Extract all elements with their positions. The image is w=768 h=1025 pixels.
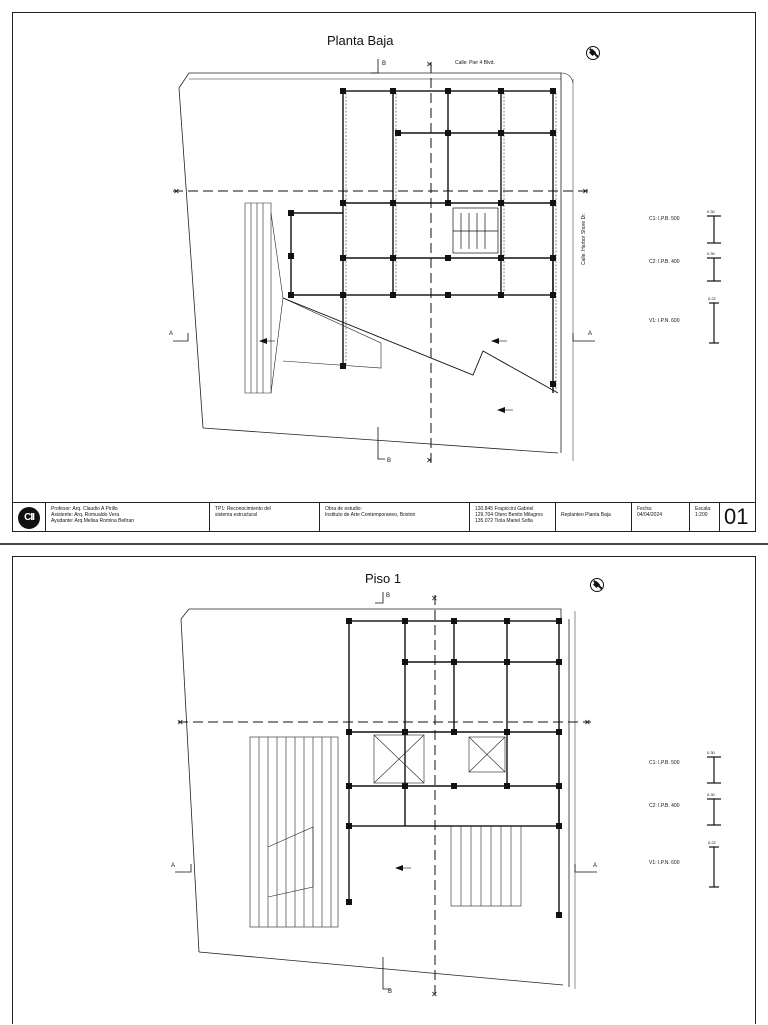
faculty-cell: Profesor: Arq. Claudio A Pirillo Asistente: Arq. Romualdo Vera Ayudante: Arq.Melisa Romina Beltran	[46, 503, 210, 532]
scale-cell: Escala: 1:200	[690, 503, 720, 532]
legend-c2-dim: 0.30	[707, 251, 715, 256]
work-cell: Obra de estudio: Instituto de Arte Contemporaneo, Boston	[320, 503, 470, 532]
svg-text:✕: ✕	[582, 187, 589, 196]
section-a-right: A	[593, 863, 598, 869]
street-label-top: Calle: Pier 4 Blvd.	[455, 60, 495, 66]
students-cell: 130.845 Frapiccini Gabriel 129.704 Otero Benito Milagros 135.072 Tiola Mariel Sofia	[470, 503, 556, 532]
legend-c1: C1: I.P.B. 500	[649, 760, 680, 766]
ibeam-section-icon	[707, 216, 721, 343]
title-block	[13, 502, 755, 532]
ibeam-section-icon	[707, 757, 721, 887]
svg-text:✕: ✕	[431, 990, 438, 999]
section-b-top: B	[386, 593, 391, 599]
plan-title: Planta Baja	[327, 33, 394, 48]
section-a-left: A	[169, 331, 174, 337]
legend-c2-dim: 0.30	[707, 792, 715, 797]
logo: CII	[13, 503, 46, 532]
sheet-number: 01	[724, 504, 749, 529]
date-cell: Fecha: 04/04/2024	[632, 503, 690, 532]
legend-v1-dim: 0.22	[708, 296, 716, 301]
legend-v1-dim: 0.22	[708, 840, 716, 845]
legend-c1: C1: I.P.B. 500	[649, 216, 680, 222]
street-label-right: Calle: Harbor Shore Dr.	[581, 213, 587, 265]
legend-v1: V1: I.P.N. 600	[649, 318, 680, 324]
section-a-left: A	[171, 863, 176, 869]
svg-text:✕: ✕	[177, 718, 184, 727]
svg-text:✕: ✕	[426, 456, 433, 465]
svg-text:✕: ✕	[431, 594, 438, 603]
section-b-top: B	[382, 61, 387, 67]
section-b-bottom: B	[387, 458, 392, 464]
legend-c1-dim: 0.30	[707, 209, 715, 214]
sheet-planta-baja	[12, 12, 756, 532]
svg-text:✕: ✕	[426, 60, 433, 69]
floor-plan-drawing	[13, 13, 755, 501]
floor-plan-drawing	[13, 557, 755, 1025]
svg-text:✕: ✕	[173, 187, 180, 196]
legend-v1: V1: I.P.N. 600	[649, 860, 680, 866]
sheet-piso-1	[12, 556, 756, 1024]
plan-title: Piso 1	[365, 571, 402, 586]
legend-c2: C2: I.P.B. 400	[649, 803, 680, 809]
sheet-divider	[0, 543, 768, 545]
assignment-cell: TP1: Reconocimiento del sistema estructural	[210, 503, 320, 532]
legend-c1-dim: 0.30	[707, 750, 715, 755]
drawing-name-cell: Replanteo Planta Baja	[556, 503, 632, 532]
section-b-bottom: B	[388, 989, 393, 995]
legend-c2: C2: I.P.B. 400	[649, 259, 680, 265]
section-a-right: A	[588, 331, 593, 337]
svg-text:✕: ✕	[584, 718, 591, 727]
